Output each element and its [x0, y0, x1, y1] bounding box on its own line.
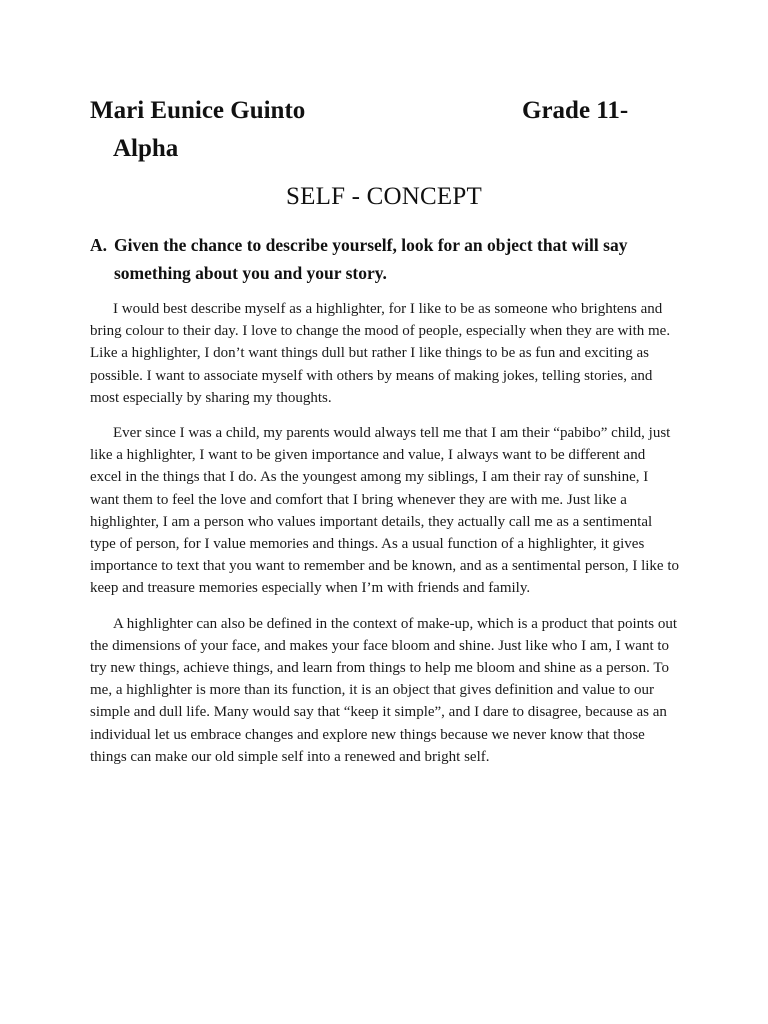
author-name: Mari Eunice Guinto — [90, 97, 306, 124]
paragraph-3: A highlighter can also be defined in the context of make-up, which is a product that points out the dimensions of your face, and makes your face bloom and shine. Just like who I am, I want to try new things, achieve things, and learn from things to help me bloom and shine as a person. To me, a highlighter is more than its function, it is an object that gives definition and value to our simple and dull life. Many would say that “keep it simple”, and I dare to disagree, because as an individual let us embrace changes and explore new things because we never know that those things can make our old simple self into a renewed and bright self. — [90, 615, 678, 765]
section-name: Alpha — [113, 135, 179, 162]
header-line — [90, 94, 650, 128]
essay-body — [90, 298, 680, 781]
grade-level: Grade 11- — [522, 97, 629, 124]
paragraph-1: I would best describe myself as a highlighter, for I like to be as someone who brightens and bring colour to their day. I love to change the mood of people, especially when they are with me. Like a highlighter, I don’t want things dull but rather I like things to be as fun and exciting as possible. I want to associate myself with others by means of making jokes, telling stories, and most especially by sharing my thoughts. — [90, 301, 671, 406]
question-text: Given the chance to describe yourself, look for an object that will say something about you and your story. — [114, 235, 628, 283]
document-title: SELF - CONCEPT — [286, 183, 482, 210]
question-heading — [90, 231, 690, 287]
paragraph-2: Ever since I was a child, my parents would always tell me that I am their “pabibo” child, just like a highlighter, I want to be given importance and value, I always want to be different and excel in the things that I do. As the youngest among my siblings, I am their ray of sunshine, I want them to feel the love and comfort that I bring whenever they are with me. Just like a highlighter, I am a person who values important details, they actually call me as a sentimental type of person, for I value memories and things. As a usual function of a highlighter, it gives importance to text that you want to remember and be known, and as a sentimental person, I like to keep and treasure memories especially when I’m with friends and family. — [90, 425, 679, 597]
question-marker: A. — [90, 235, 108, 255]
